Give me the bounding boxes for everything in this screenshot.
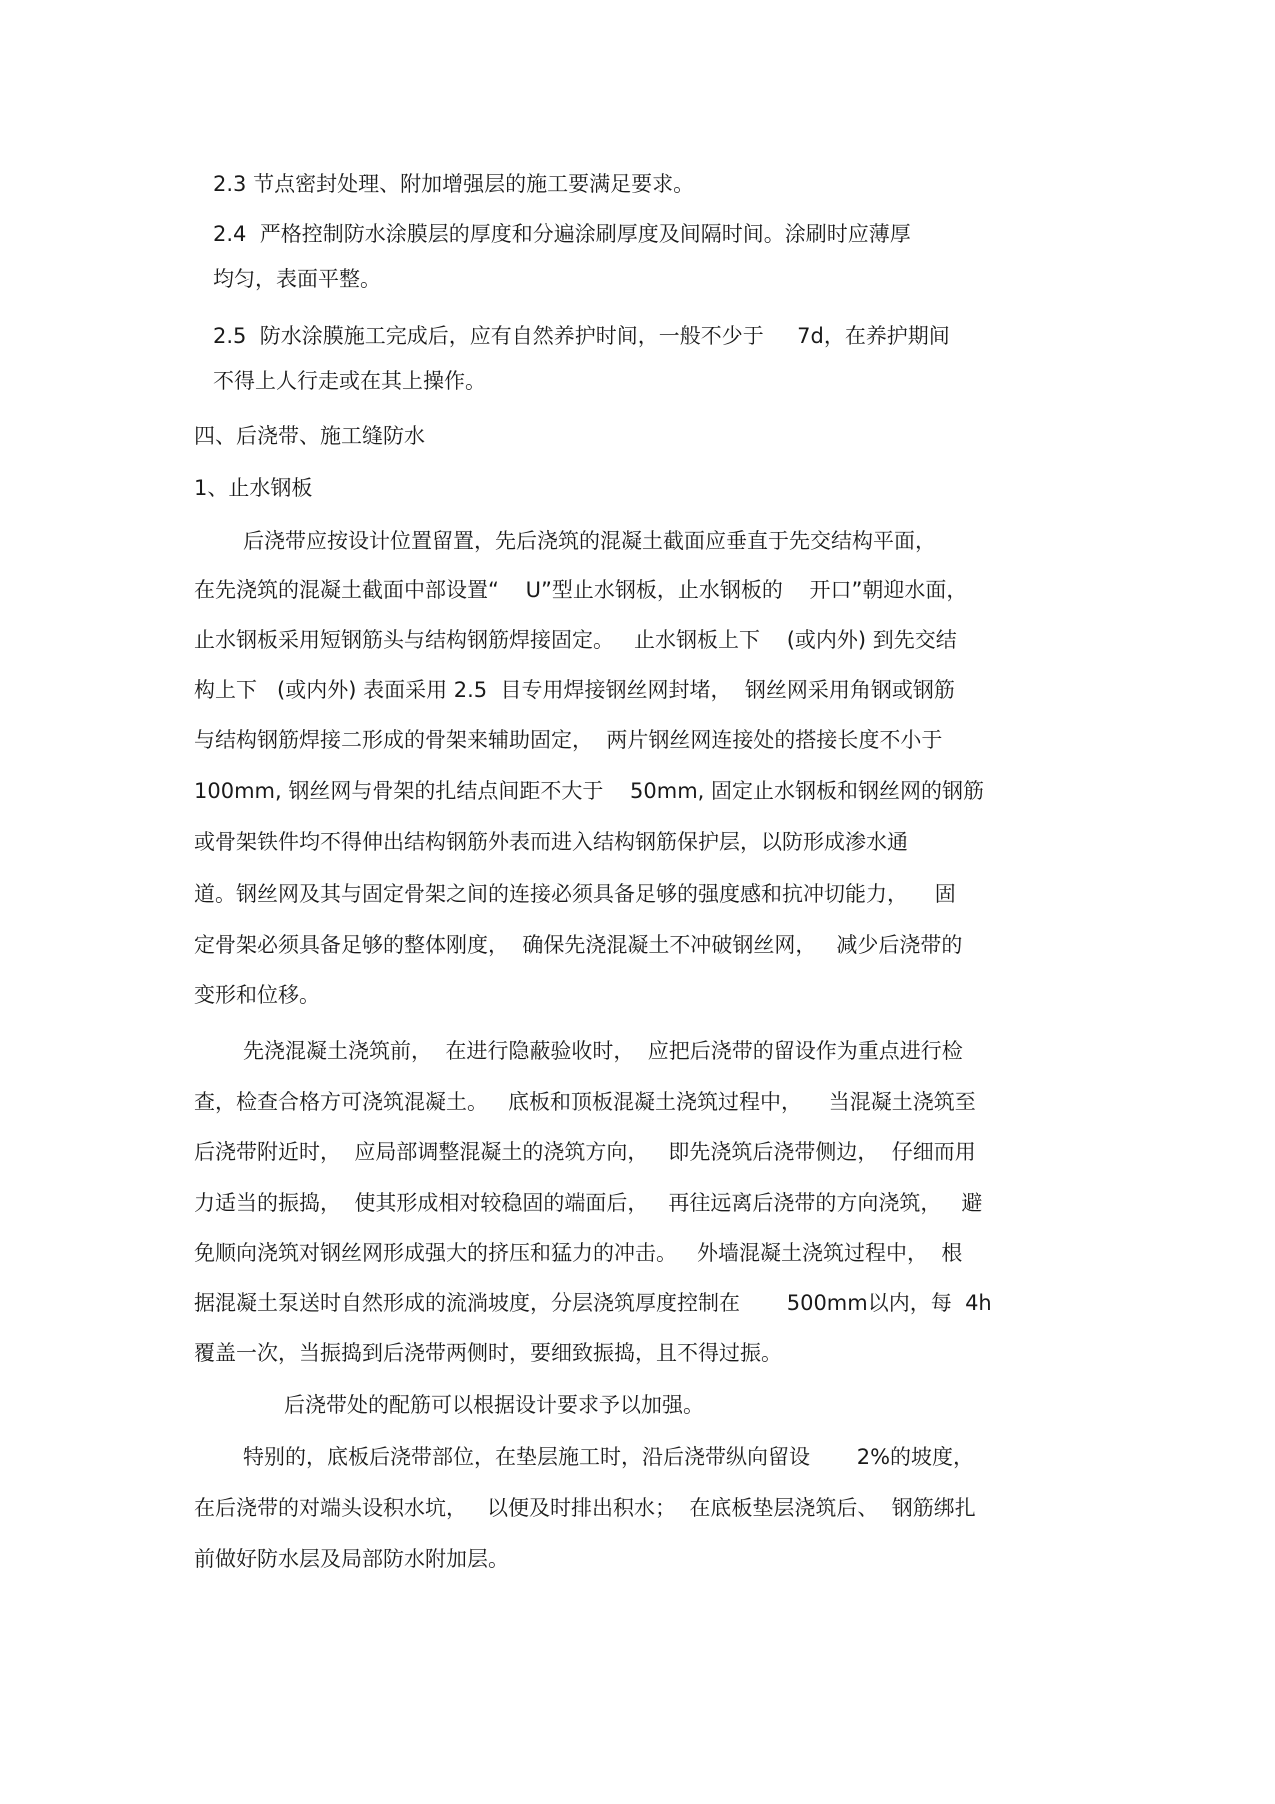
paragraph-1-line-9: 定骨架必须具备足够的整体刚度， 确保先浇混凝土不冲破钢丝网， 减少后浇带的 — [194, 933, 963, 957]
paragraph-2-line-1: 先浇混凝土浇筑前， 在进行隐蔽验收时， 应把后浇带的留设作为重点进行检 — [243, 1039, 963, 1063]
paragraph-1-line-5: 与结构钢筋焊接二形成的骨架来辅助固定， 两片钢丝网连接处的搭接长度不小于 — [194, 728, 943, 752]
paragraph-1-line-6: 100mm, 钢丝网与骨架的扎结点间距不大于 50mm, 固定止水钢板和钢丝网的钢筋 — [194, 779, 985, 803]
paragraph-2-line-2: 查，检查合格方可浇筑混凝土。 底板和顶板混凝土浇筑过程中， 当混凝土浇筑至 — [194, 1090, 976, 1114]
paragraph-3: 后浇带处的配筋可以根据设计要求予以加强。 — [284, 1393, 704, 1417]
item-2-5-line-2: 不得上人行走或在其上操作。 — [213, 369, 486, 393]
paragraph-1-line-3: 止水钢板采用短钢筋头与结构钢筋焊接固定。 止水钢板上下 (或内外) 到先交结 — [194, 628, 957, 652]
paragraph-2-line-7: 覆盖一次，当振捣到后浇带两侧时，要细致振捣，且不得过振。 — [194, 1341, 782, 1365]
paragraph-4-line-3: 前做好防水层及局部防水附加层。 — [194, 1547, 509, 1571]
paragraph-2-line-6: 据混凝土泵送时自然形成的流淌坡度，分层浇筑厚度控制在 500mm以内，每 4h — [194, 1291, 992, 1315]
paragraph-1-line-8: 道。钢丝网及其与固定骨架之间的连接必须具备足够的强度感和抗冲切能力， 固 — [194, 882, 956, 906]
paragraph-1-line-2: 在先浇筑的混凝土截面中部设置“ U”型止水钢板，止水钢板的 开口”朝迎水面， — [194, 578, 968, 602]
section-heading: 四、后浇带、施工缝防水 — [194, 424, 425, 448]
paragraph-4-line-1: 特别的，底板后浇带部位，在垫层施工时，沿后浇带纵向留设 2%的坡度， — [243, 1445, 975, 1469]
sub-heading: 1、止水钢板 — [194, 476, 313, 500]
paragraph-1-line-10: 变形和位移。 — [194, 983, 320, 1007]
item-2-4-line-1: 2.4 严格控制防水涂膜层的厚度和分遍涂刷厚度及间隔时间。涂刷时应薄厚 — [213, 222, 911, 246]
paragraph-4-line-2: 在后浇带的对端头设积水坑， 以便及时排出积水； 在底板垫层浇筑后、 钢筋绑扎 — [194, 1496, 976, 1520]
paragraph-1-line-1: 后浇带应按设计位置留置，先后浇筑的混凝土截面应垂直于先交结构平面， — [243, 529, 936, 553]
paragraph-2-line-4: 力适当的振捣， 使其形成相对较稳固的端面后， 再往远离后浇带的方向浇筑， 避 — [194, 1191, 983, 1215]
item-2-5-line-1: 2.5 防水涂膜施工完成后，应有自然养护时间，一般不少于 7d，在养护期间 — [213, 324, 950, 348]
paragraph-2-line-3: 后浇带附近时， 应局部调整混凝土的浇筑方向， 即先浇筑后浇带侧边， 仔细而用 — [194, 1140, 976, 1164]
item-2-4-line-2: 均匀，表面平整。 — [213, 267, 381, 291]
paragraph-1-line-7: 或骨架铁件均不得伸出结构钢筋外表而进入结构钢筋保护层，以防形成渗水通 — [194, 830, 908, 854]
paragraph-1-line-4: 构上下 (或内外) 表面采用 2.5 目专用焊接钢丝网封堵， 钢丝网采用角钢或钢筋 — [194, 678, 955, 702]
item-2-3: 2.3 节点密封处理、附加增强层的施工要满足要求。 — [213, 172, 695, 196]
paragraph-2-line-5: 免顺向浇筑对钢丝网形成强大的挤压和猛力的冲击。 外墙混凝土浇筑过程中， 根 — [194, 1241, 963, 1265]
